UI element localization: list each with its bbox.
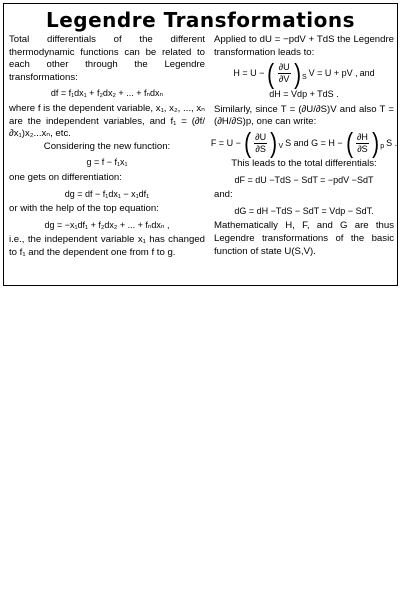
applied-text: Applied to dU = −pdV + TdS the Legendre transformation leads to: [214,34,394,58]
left-paren: ( [267,57,275,89]
one-gets-text: one gets on differentiation: [9,171,122,183]
fraction-du-dv [278,62,291,85]
equation-g-end: S . [386,138,398,149]
fraction-du-ds [254,132,267,155]
equation-dg-2: dg = −x₁df₁ + f₂dx₂ + ... + fₙdxₙ , [44,219,170,230]
equation-f-g [210,127,398,159]
conclusion-text: Mathematically H, F, and G are thus Legendre transformations of the basic function of state U(S,V). [214,220,394,257]
equation-g: g = f − f₁x₁ [86,157,128,168]
or-with-text: or with the help of the top equation: [9,203,159,215]
where-text: where f is the dependent variable, x₁, x₂, ..., xₙ are the independent variables, and f₁ = (∂f/∂x₁)x₂...xₙ, etc. [9,102,205,140]
left-column [9,34,205,260]
equation-dg-total: dG = dH −TdS − SdT = Vdp − SdT. [234,205,374,216]
and-word: and [359,68,375,79]
equation-df-total: dF = dU −TdS − SdT = −pdV −SdT [234,174,374,185]
fraction-dh-ds [356,132,369,155]
slide-card [3,3,398,286]
left-paren: ( [243,127,251,159]
fraction-numerator: ∂U [255,131,267,142]
fraction-denominator: ∂S [255,143,266,154]
fraction-denominator: ∂V [278,74,290,85]
ie-text: i.e., the independent variable x₁ has changed to f₁ and the dependent one from f to g. [9,234,205,258]
leads-text: This leads to the total differentials: [231,157,377,169]
left-paren: ( [345,127,353,159]
equation-h-lhs: H = U − [233,68,265,79]
right-paren: ) [293,57,301,89]
subscript: V [278,143,284,151]
and-text: and: [214,189,233,201]
equation-df: df = f₁dx₁ + f₂dx₂ + ... + fₙdxₙ [50,88,164,99]
intro-text: Total differentials of the different thermodynamic functions can be related to each other through the Legendre transformations: [9,34,205,83]
subscript: S [301,73,307,81]
equation-f-lhs: F = U − [210,138,241,149]
equation-h-rhs: V = U + pV , [308,68,358,79]
fraction-numerator: ∂U [278,62,290,73]
subscript: p [380,143,385,151]
fraction-numerator: ∂H [356,131,368,142]
equation-f-mid: S and G = H − [285,138,343,149]
similarly-text: Similarly, since T = (∂U/∂S)V and also T = (∂H/∂S)p, one can write: [214,103,394,128]
right-paren: ) [270,127,278,159]
equation-h [214,57,394,89]
equation-dg-1: dg = df − f₁dx₁ − x₁df₁ [64,188,150,199]
right-column [210,34,398,258]
slide-title: Legendre Transformations [45,8,356,32]
consider-text: Considering the new function: [43,140,171,152]
right-paren: ) [372,127,380,159]
equation-dh: dH = Vdp + TdS . [269,89,339,100]
fraction-denominator: ∂S [357,143,368,154]
